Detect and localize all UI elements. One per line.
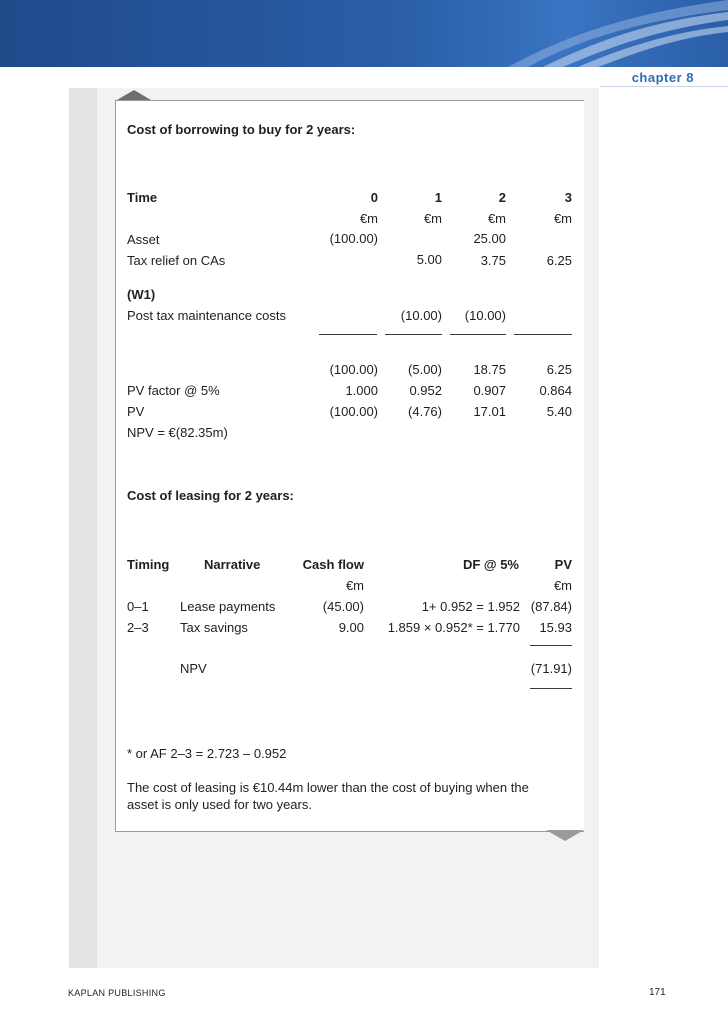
year-0: 0 [370, 190, 378, 205]
footnote: * or AF 2–3 = 2.723 – 0.952 [127, 746, 287, 761]
year-3: 3 [564, 190, 572, 205]
pv-factor-2: 0.907 [473, 383, 506, 398]
pv-factor-label: PV factor @ 5% [127, 383, 220, 398]
maintenance-1: (10.00) [400, 308, 442, 323]
lease-title: Cost of leasing for 2 years: [127, 488, 294, 503]
lease-row-narrative: Lease payments [180, 599, 276, 614]
pv-factor-3: 0.864 [539, 383, 572, 398]
lease-npv-rule [530, 688, 572, 689]
unit-2: €m [487, 211, 506, 226]
conclusion-line-1: The cost of leasing is €10.44m lower than the cost of buying when the [127, 780, 529, 795]
time-header: Time [127, 190, 158, 205]
borrow-npv: NPV = €(82.35m) [127, 425, 228, 440]
total-rule-1 [385, 334, 442, 335]
lease-row-pv: (87.84) [530, 599, 572, 614]
lease-npv-label: NPV [180, 661, 207, 676]
chapter-label: chapter 8 [631, 70, 694, 85]
asset-0: (100.00) [329, 231, 378, 246]
maintenance-2: (10.00) [464, 308, 506, 323]
lease-row-cash: (45.00) [322, 599, 364, 614]
total-rule-2 [450, 334, 506, 335]
pv-label: PV [127, 404, 145, 419]
lease-unit-pv: €m [553, 578, 572, 593]
pv-factor-0: 1.000 [345, 383, 378, 398]
pv-1: (4.76) [408, 404, 442, 419]
page-number: 171 [649, 987, 666, 998]
panel-bottom-marker-icon [546, 830, 584, 841]
lease-row-df: 1+ 0.952 = 1.952 [421, 599, 520, 614]
pv-3: 5.40 [546, 404, 572, 419]
lease-row-narrative: Tax savings [180, 620, 248, 635]
panel-top-marker-icon [117, 90, 151, 100]
tax-relief-label: Tax relief on CAs [127, 253, 226, 268]
total-0: (100.00) [329, 362, 378, 377]
total-rule-0 [319, 334, 377, 335]
asset-2: 25.00 [473, 231, 506, 246]
pv-2: 17.01 [473, 404, 506, 419]
unit-3: €m [553, 211, 572, 226]
year-1: 1 [434, 190, 442, 205]
tax-relief-1: 5.00 [416, 252, 442, 267]
header-banner [0, 0, 728, 67]
unit-1: €m [423, 211, 442, 226]
lease-row-timing: 2–3 [127, 620, 149, 635]
total-2: 18.75 [473, 362, 506, 377]
lease-npv-value: (71.91) [530, 661, 572, 676]
total-1: (5.00) [408, 362, 442, 377]
conclusion-line-2: asset is only used for two years. [127, 797, 312, 812]
lease-row-timing: 0–1 [127, 599, 149, 614]
lease-header-timing: Timing [127, 557, 170, 572]
lease-unit-cash: €m [345, 578, 364, 593]
lease-row-df: 1.859 × 0.952* = 1.770 [387, 620, 520, 635]
w1-label: (W1) [127, 287, 156, 302]
pv-0: (100.00) [329, 404, 378, 419]
total-rule-3 [514, 334, 572, 335]
unit-0: €m [359, 211, 378, 226]
lease-row-pv: 15.93 [539, 620, 572, 635]
asset-label: Asset [127, 232, 160, 247]
lease-header-narrative: Narrative [204, 557, 261, 572]
lease-row-cash: 9.00 [338, 620, 364, 635]
year-2: 2 [498, 190, 506, 205]
maintenance-label: Post tax maintenance costs [127, 308, 286, 323]
lease-header-pv: PV [554, 557, 572, 572]
tax-relief-2: 3.75 [480, 253, 506, 268]
lease-header-cash-flow: Cash flow [302, 557, 364, 572]
lease-pv-rule [530, 645, 572, 646]
tax-relief-3: 6.25 [546, 253, 572, 268]
chapter-rule [600, 86, 728, 87]
borrow-title: Cost of borrowing to buy for 2 years: [127, 122, 356, 137]
publisher-footer: KAPLAN PUBLISHING [68, 988, 166, 998]
lease-header-df: DF @ 5% [462, 557, 519, 572]
example-panel [115, 100, 584, 832]
pv-factor-1: 0.952 [409, 383, 442, 398]
total-3: 6.25 [546, 362, 572, 377]
banner-swoosh [468, 0, 728, 67]
